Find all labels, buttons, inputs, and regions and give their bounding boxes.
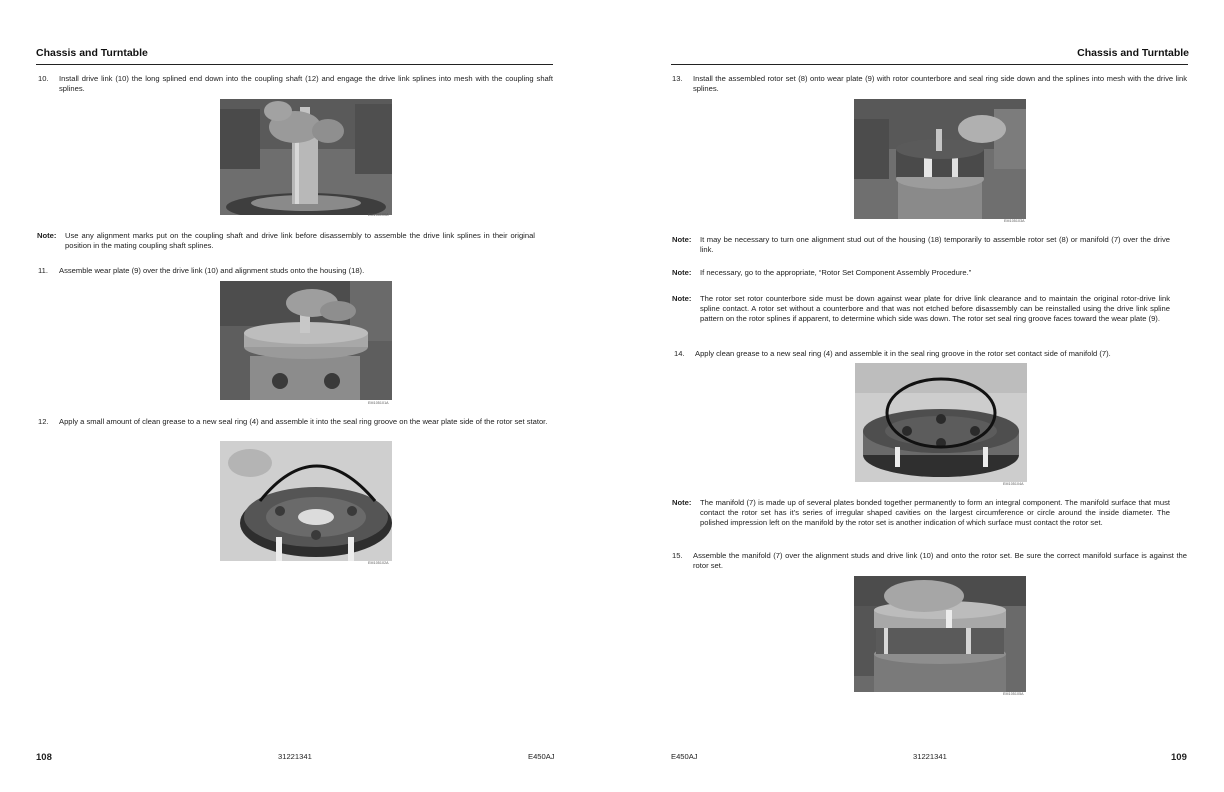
photo-caption: EM105100A <box>368 213 389 217</box>
photo-rotor-set-install <box>854 99 1026 219</box>
photo-drive-link-install <box>220 99 392 215</box>
photo-caption: EM105102A <box>368 561 389 565</box>
photo-caption: EM105105A <box>1003 692 1024 696</box>
page-number: 109 <box>1171 752 1187 763</box>
step-number: 15. <box>672 551 683 560</box>
photo-manifold-seal-ring <box>855 363 1027 482</box>
document-number: 31221341 <box>278 752 312 761</box>
step-text: Apply clean grease to a new seal ring (4) and assemble it in the seal ring groove in the rotor set contact side of manifold (7). <box>695 349 1111 358</box>
step-text: Apply a small amount of clean grease to a new seal ring (4) and assemble it into the seal ring groove on the wear plate side of the rotor set stator. <box>59 417 548 426</box>
page-number: 108 <box>36 752 52 763</box>
step-text: Install drive link (10) the long splined end down into the coupling shaft (12) and engage the drive link splines into mesh with the coupling shaft splines. <box>59 74 553 93</box>
page-header-title: Chassis and Turntable <box>36 47 148 59</box>
document-number: 31221341 <box>913 752 947 761</box>
left-page <box>36 0 556 792</box>
step-text: Install the assembled rotor set (8) onto wear plate (9) with rotor counterbore and seal ring side down and the splines into mesh with the drive link splines. <box>693 74 1187 93</box>
note-text: It may be necessary to turn one alignment stud out of the housing (18) temporarily to assemble rotor set (8) or manifold (7) over the drive link. <box>700 235 1170 254</box>
step-number: 12. <box>38 417 49 426</box>
model-name: E450AJ <box>528 752 555 761</box>
note-text: The manifold (7) is made up of several plates bonded together permanently to form an integral component. The manifold surface that must contact the rotor set has it’s series of irregular shaped cavities on the largest circumference or circle around the inside diameter. The polished impression left on the manifold by the rotor set is another indication of which surface must contact the rotor set. <box>700 498 1170 527</box>
header-rule <box>671 64 1188 65</box>
photo-manifold-assembly <box>854 576 1026 692</box>
step-number: 11. <box>38 266 48 275</box>
note-label: Note: <box>672 498 692 507</box>
photo-wear-plate-assembly <box>220 281 392 400</box>
note-text: Use any alignment marks put on the coupling shaft and drive link before disassembly to assemble the drive link splines in their original position in the mating coupling shaft splines. <box>65 231 535 250</box>
note-label: Note: <box>672 235 692 244</box>
photo-caption: EM105101A <box>368 401 389 405</box>
step-number: 14. <box>674 349 685 358</box>
note-text: If necessary, go to the appropriate, “Rotor Set Component Assembly Procedure.” <box>700 268 972 277</box>
step-number: 13. <box>672 74 683 83</box>
page-header-title: Chassis and Turntable <box>1077 47 1189 59</box>
model-name: E450AJ <box>671 752 698 761</box>
step-text: Assemble the manifold (7) over the alignment studs and drive link (10) and onto the rotor set. Be sure the correct manifold surface is against the rotor set. <box>693 551 1187 570</box>
note-label: Note: <box>672 294 692 303</box>
note-text: The rotor set rotor counterbore side must be down against wear plate for drive link clearance and to maintain the original rotor-drive link spline contact. A rotor set without a counterbore and that was not etched before disassembly can be reinstalled using the drive link spline pattern on the rotor splines if apparent, to determine which side was down. The rotor set seal ring groove faces toward the wear plate (9). <box>700 294 1170 323</box>
photo-seal-ring-stator <box>220 441 392 561</box>
header-rule <box>36 64 553 65</box>
note-label: Note: <box>37 231 57 240</box>
note-label: Note: <box>672 268 692 277</box>
step-text: Assemble wear plate (9) over the drive link (10) and alignment studs onto the housing (18). <box>59 266 365 275</box>
right-page <box>668 0 1188 792</box>
photo-caption: EM105104A <box>1003 482 1024 486</box>
photo-caption: EM105103A <box>1004 219 1025 223</box>
step-number: 10. <box>38 74 49 83</box>
